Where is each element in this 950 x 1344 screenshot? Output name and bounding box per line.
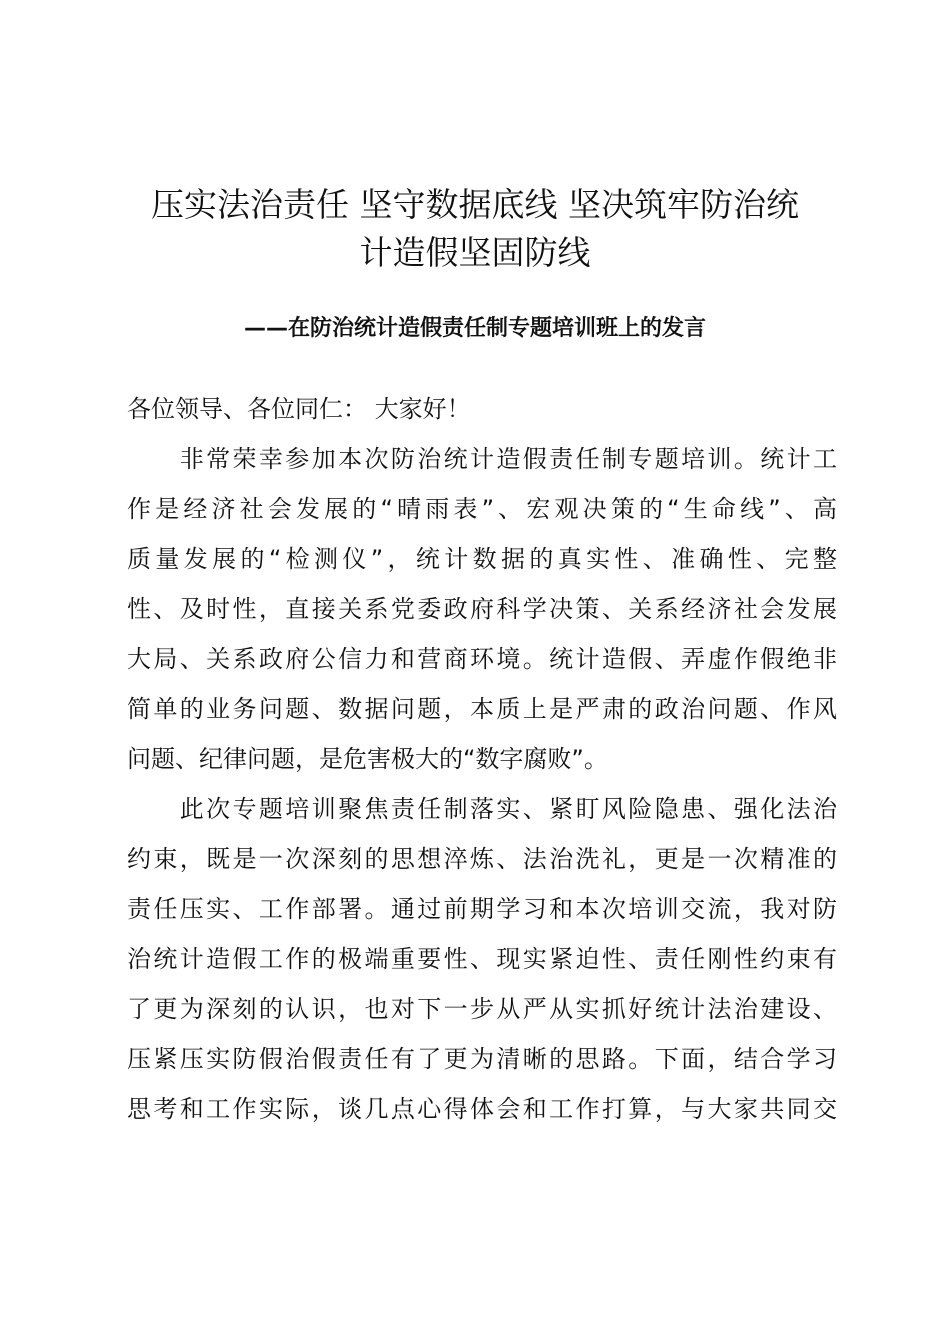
paragraph-line: 简单的业务问题、数据问题，本质上是严肃的政治问题、作风	[127, 695, 837, 723]
paragraph-line: 此次专题培训聚焦责任制落实、紧盯风险隐患、强化法治	[127, 795, 837, 823]
paragraph-2	[127, 784, 837, 1134]
paragraph-line: 了更为深刻的认识，也对下一步从严从实抓好统计法治建设、	[127, 995, 837, 1023]
document-subtitle: ——在防治统计造假责任制专题培训班上的发言	[243, 316, 706, 341]
paragraph-line: 责任压实、工作部署。通过前期学习和本次培训交流，我对防	[127, 895, 837, 923]
title-line-2: 计造假坚固防线	[359, 233, 591, 272]
paragraph-line: 大局、关系政府公信力和营商环境。统计造假、弄虚作假绝非	[127, 645, 837, 673]
paragraph-line: 思考和工作实际，谈几点心得体会和工作打算，与大家共同交	[127, 1095, 837, 1123]
paragraph-line: 作是经济社会发展的“晴雨表”、宏观决策的“生命线”、高	[127, 495, 837, 523]
paragraph-line: 质量发展的“检测仪”，统计数据的真实性、准确性、完整	[127, 545, 837, 573]
document-title	[100, 181, 850, 277]
paragraph-line: 非常荣幸参加本次防治统计造假责任制专题培训。统计工	[127, 445, 837, 473]
paragraph-line: 压紧压实防假治假责任有了更为清晰的思路。下面，结合学习	[127, 1045, 837, 1073]
title-line-1: 压实法治责任 坚守数据底线 坚决筑牢防治统	[151, 185, 799, 224]
document-body	[127, 384, 837, 1134]
paragraph-line: 性、及时性，直接关系党委政府科学决策、关系经济社会发展	[127, 595, 837, 623]
paragraph-line: 问题、纪律问题，是危害极大的“数字腐败”。	[127, 745, 608, 773]
paragraph-line: 约束，既是一次深刻的思想淬炼、法治洗礼，更是一次精准的	[127, 845, 837, 873]
paragraph-line: 治统计造假工作的极端重要性、现实紧迫性、责任刚性约束有	[127, 945, 837, 973]
greeting: 各位领导、各位同仁： 大家好！	[127, 395, 471, 423]
paragraph-1	[127, 434, 837, 784]
